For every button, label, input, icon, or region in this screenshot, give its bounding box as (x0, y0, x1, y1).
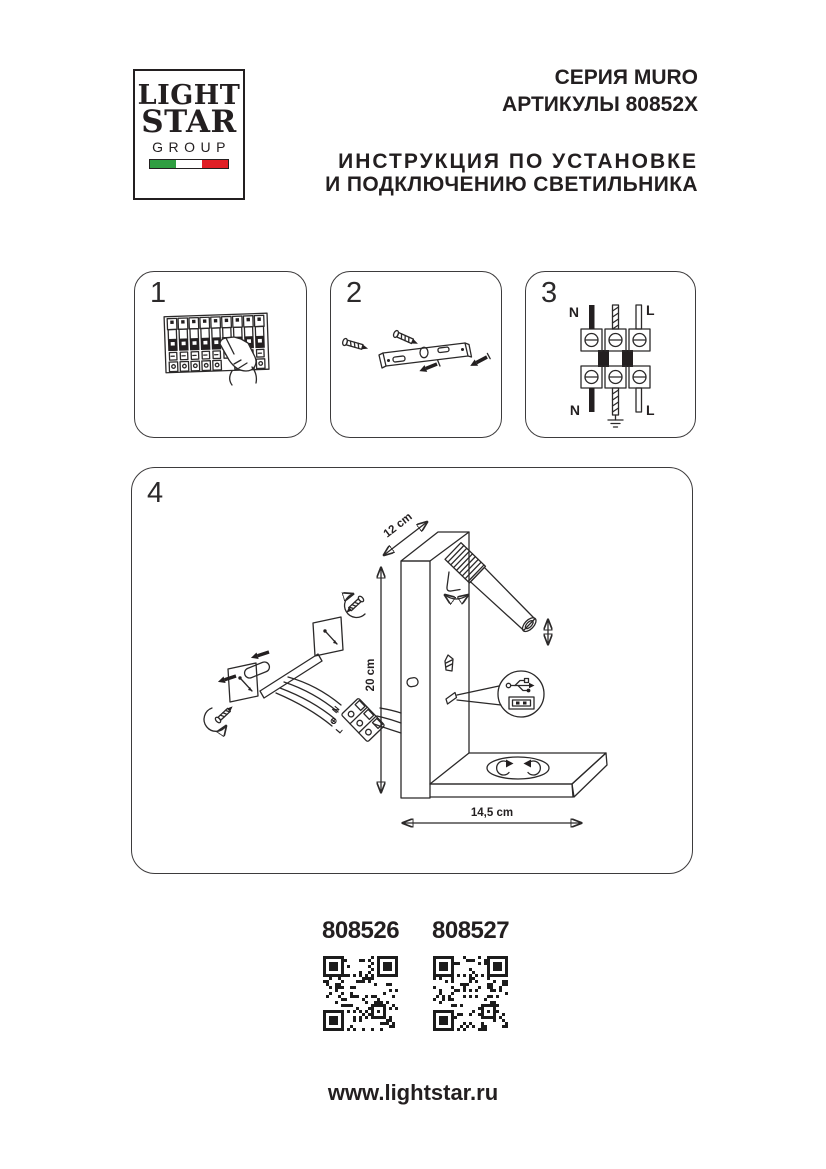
usb-slot (446, 693, 457, 705)
svg-text:12 cm: 12 cm (381, 510, 415, 541)
wireless-charging-icon (487, 757, 549, 779)
terminal-connector (341, 698, 401, 742)
rotation-arrow-icon (445, 595, 468, 599)
flag-red (202, 160, 228, 168)
lamp-assembly-illustration (132, 468, 694, 875)
step4-number: 4 (147, 477, 164, 509)
spotlight-head (445, 543, 540, 636)
toggle-switch (445, 655, 453, 671)
lamp-shelf (430, 753, 607, 797)
usb-icon (506, 679, 534, 693)
qr-code (433, 956, 508, 1031)
ground-wire (613, 305, 619, 415)
screw-icon (393, 330, 420, 347)
terminal-block (581, 329, 650, 388)
dimension-width (403, 807, 581, 823)
step1-box (134, 271, 307, 438)
svg-text:14,5 cm: 14,5 cm (470, 807, 514, 819)
lightstar-logo (133, 69, 245, 200)
product-code: 808526 (322, 917, 400, 944)
step1-number: 1 (150, 277, 167, 309)
italian-flag-icon (149, 159, 229, 169)
instruction-title-line2: И ПОДКЛЮЧЕНИЮ СВЕТИЛЬНИКА (325, 173, 698, 196)
flag-white (176, 160, 202, 168)
usb-callout (457, 671, 544, 717)
side-button (406, 677, 418, 687)
website-url: www.lightstar.ru (327, 1080, 499, 1105)
product-variant-2 (432, 917, 508, 1031)
svg-text:20 cm: 20 cm (365, 658, 377, 692)
mounting-bracket (379, 343, 472, 368)
bracket-screws-illustration (331, 272, 503, 439)
wiring-diagram-illustration (526, 272, 697, 439)
dimension-height (365, 568, 381, 792)
dimension-depth (382, 511, 427, 555)
neutral-wire (589, 305, 595, 412)
step3-number: 3 (541, 277, 558, 309)
label-n-top: N (568, 304, 579, 320)
label-l-bottom: L (646, 402, 655, 418)
terminal-label-ground: ⊕ (327, 714, 340, 727)
instruction-title (325, 150, 698, 196)
step4-box (131, 467, 693, 874)
product-variant-1 (322, 917, 398, 1031)
screw-with-rotation (204, 704, 235, 731)
step3-box (525, 271, 696, 438)
terminal-label-n: N (329, 703, 342, 715)
articles-title: АРТИКУЛЫ 80852X (502, 93, 698, 116)
flag-green (150, 160, 176, 168)
header (325, 64, 698, 196)
circuit-breaker-illustration (135, 272, 308, 439)
logo-word-star: STAR (141, 103, 237, 140)
insert-arrow-icon (250, 649, 270, 661)
qr-code (323, 956, 398, 1031)
instruction-title-line1: ИНСТРУКЦИЯ ПО УСТАНОВКЕ (338, 150, 698, 173)
line-wire (636, 305, 642, 412)
series-title: СЕРИЯ MURO (554, 66, 698, 89)
usb-port-icon (509, 697, 534, 709)
label-n-bottom: N (569, 402, 580, 418)
step2-number: 2 (346, 277, 363, 309)
logo-word-light: LIGHT (137, 80, 241, 111)
screw-with-rotation (344, 594, 365, 617)
step2-box (330, 271, 502, 438)
wall-bracket-assembly (228, 617, 343, 726)
insert-arrow-icon (217, 673, 237, 685)
terminal-label-l: L (333, 724, 345, 736)
label-l-top: L (646, 302, 655, 318)
screw-icon (342, 338, 369, 352)
product-code: 808527 (432, 917, 510, 944)
ground-icon (608, 415, 623, 427)
logo-word-group: GROUP (152, 139, 231, 156)
